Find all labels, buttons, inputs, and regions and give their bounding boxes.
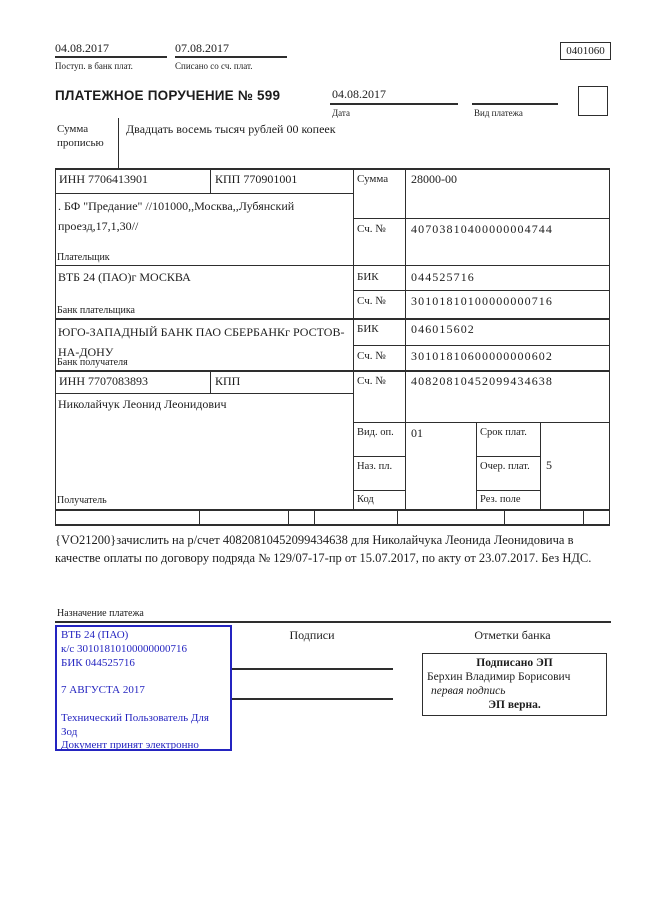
payee-bank-section-label: Банк получателя: [57, 357, 128, 368]
amount-label: Сумма: [357, 173, 389, 185]
table-border: [353, 290, 610, 291]
payee-account-label: Сч. №: [357, 375, 386, 387]
payer-bank-acc: 30101810100000000716: [411, 294, 553, 308]
payee-section-label: Получатель: [57, 495, 107, 506]
table-border: [55, 168, 56, 526]
payee-account: 40820810452099434638: [411, 374, 553, 388]
table-border: [55, 393, 353, 394]
payee-name: Николайчук Леонид Леонидович: [58, 397, 227, 411]
op-type-value: 01: [411, 426, 423, 440]
payer-bank-section-label: Банк плательщика: [57, 305, 135, 316]
stamp-line: Зод: [61, 725, 78, 738]
signature-line: [232, 668, 393, 670]
payment-type-checkbox: [578, 86, 608, 116]
table-border: [55, 318, 610, 320]
priority-value: 5: [546, 458, 552, 472]
payment-type-underline: [472, 103, 558, 105]
payer-account-label: Сч. №: [357, 223, 386, 235]
payer-kpp: КПП 770901001: [215, 172, 298, 186]
table-border: [55, 370, 610, 372]
amount-words-value: Двадцать восемь тысяч рублей 00 копеек: [126, 122, 336, 136]
esign-name: Берхин Владимир Борисович: [427, 671, 571, 683]
payer-bank-bik-label: БИК: [357, 271, 379, 283]
stamp-line: к/с 30101810100000000716: [61, 642, 188, 655]
fields-row-divider: [314, 509, 315, 524]
table-border: [353, 218, 610, 219]
table-border: [55, 524, 610, 526]
table-border: [609, 168, 610, 526]
table-border: [210, 370, 211, 393]
fields-row-divider: [199, 509, 200, 524]
purpose-label: Назначение платежа: [57, 608, 144, 619]
document-date: 04.08.2017: [332, 87, 386, 101]
table-border: [476, 456, 540, 457]
reserve-label: Рез. поле: [480, 494, 521, 505]
stamp-line: 7 АВГУСТА 2017: [61, 684, 145, 697]
fields-row-divider: [504, 509, 505, 524]
fields-row-divider: [583, 509, 584, 524]
payer-bank-acc-label: Сч. №: [357, 295, 386, 307]
fields-row-divider: [288, 509, 289, 524]
bank-marks-label: Отметки банка: [474, 628, 551, 642]
table-border: [353, 345, 610, 346]
debited-date: 07.08.2017: [175, 41, 229, 55]
table-border: [210, 168, 211, 193]
fields-row-divider: [397, 509, 398, 524]
amount-words-label: Сумма прописью: [57, 123, 104, 149]
form-code: 0401060: [566, 45, 605, 57]
payee-kpp-label: КПП: [215, 374, 241, 388]
table-border: [55, 265, 610, 266]
table-border: [55, 509, 610, 511]
table-border: [476, 490, 540, 491]
payer-account: 40703810400000004744: [411, 222, 553, 236]
payee-bank-acc-label: Сч. №: [357, 350, 386, 362]
stamp-line: [61, 670, 226, 684]
esign-title: Подписано ЭП: [476, 657, 553, 669]
debited-date-label: Списано со сч. плат.: [175, 61, 253, 71]
table-border: [55, 168, 610, 170]
payee-bank-acc: 30101810600000000602: [411, 349, 553, 363]
signatures-label: Подписи: [289, 628, 335, 642]
payment-type-label: Вид платежа: [474, 108, 523, 118]
stamp-line: БИК 044525716: [61, 656, 135, 669]
payer-bank-bik: 044525716: [411, 270, 475, 284]
signature-line: [232, 698, 393, 700]
stamp-line: Технический Пользователь Для: [61, 711, 209, 724]
payee-bank-name: ЮГО-ЗАПАДНЫЙ БАНК ПАО СБЕРБАНКг РОСТОВ-НА-ДОНУ: [58, 325, 345, 359]
purpose-text: {VO21200}зачислить на р/счет 40820810452099434638 для Николайчука Леонида Леонидовича в качестве оплаты по договору подряда № 129/07-17-пр от 15.07.2017, по акту от 23.07.2017. Без НДС.: [55, 533, 592, 565]
esign-type: первая подпись: [431, 685, 506, 697]
table-border: [540, 422, 541, 509]
op-type-label: Вид. оп.: [357, 427, 394, 438]
received-date-underline: [55, 56, 167, 58]
payee-bank-bik: 046015602: [411, 322, 475, 336]
table-border: [353, 422, 610, 423]
received-date: 04.08.2017: [55, 41, 109, 55]
esign-valid: ЭП верна.: [488, 699, 541, 711]
term-label: Срок плат.: [480, 427, 527, 438]
purpose-underline: [55, 621, 611, 623]
table-border: [476, 422, 477, 509]
esign-box: [422, 653, 607, 716]
table-border: [55, 193, 353, 194]
debited-date-underline: [175, 56, 287, 58]
table-border: [405, 168, 406, 509]
document-title: ПЛАТЕЖНОЕ ПОРУЧЕНИЕ № 599: [55, 88, 281, 103]
stamp-line: [61, 698, 226, 712]
received-date-label: Поступ. в банк плат.: [55, 61, 133, 71]
payer-name: . БФ "Предание" //101000,,Москва,,Лубянский проезд,17,1,30//: [58, 199, 295, 233]
date-label: Дата: [332, 108, 350, 118]
table-border: [353, 456, 405, 457]
payer-section-label: Плательщик: [57, 252, 110, 263]
payee-bank-bik-label: БИК: [357, 323, 379, 335]
amount-words-divider: [118, 118, 119, 168]
priority-label: Очер. плат.: [480, 461, 530, 472]
bank-acceptance-stamp: [55, 625, 232, 751]
payee-inn: ИНН 7707083893: [59, 374, 148, 388]
form-code-box: [560, 42, 611, 60]
date-underline: [330, 103, 458, 105]
payer-bank-name: ВТБ 24 (ПАО)г МОСКВА: [58, 270, 191, 284]
code-label: Код: [357, 494, 374, 505]
purpose-code-label: Наз. пл.: [357, 461, 393, 472]
payer-inn: ИНН 7706413901: [59, 172, 148, 186]
stamp-line: Документ принят электронно: [61, 739, 199, 752]
stamp-line: ВТБ 24 (ПАО): [61, 629, 129, 641]
amount-value: 28000-00: [411, 172, 457, 186]
table-border: [353, 490, 405, 491]
